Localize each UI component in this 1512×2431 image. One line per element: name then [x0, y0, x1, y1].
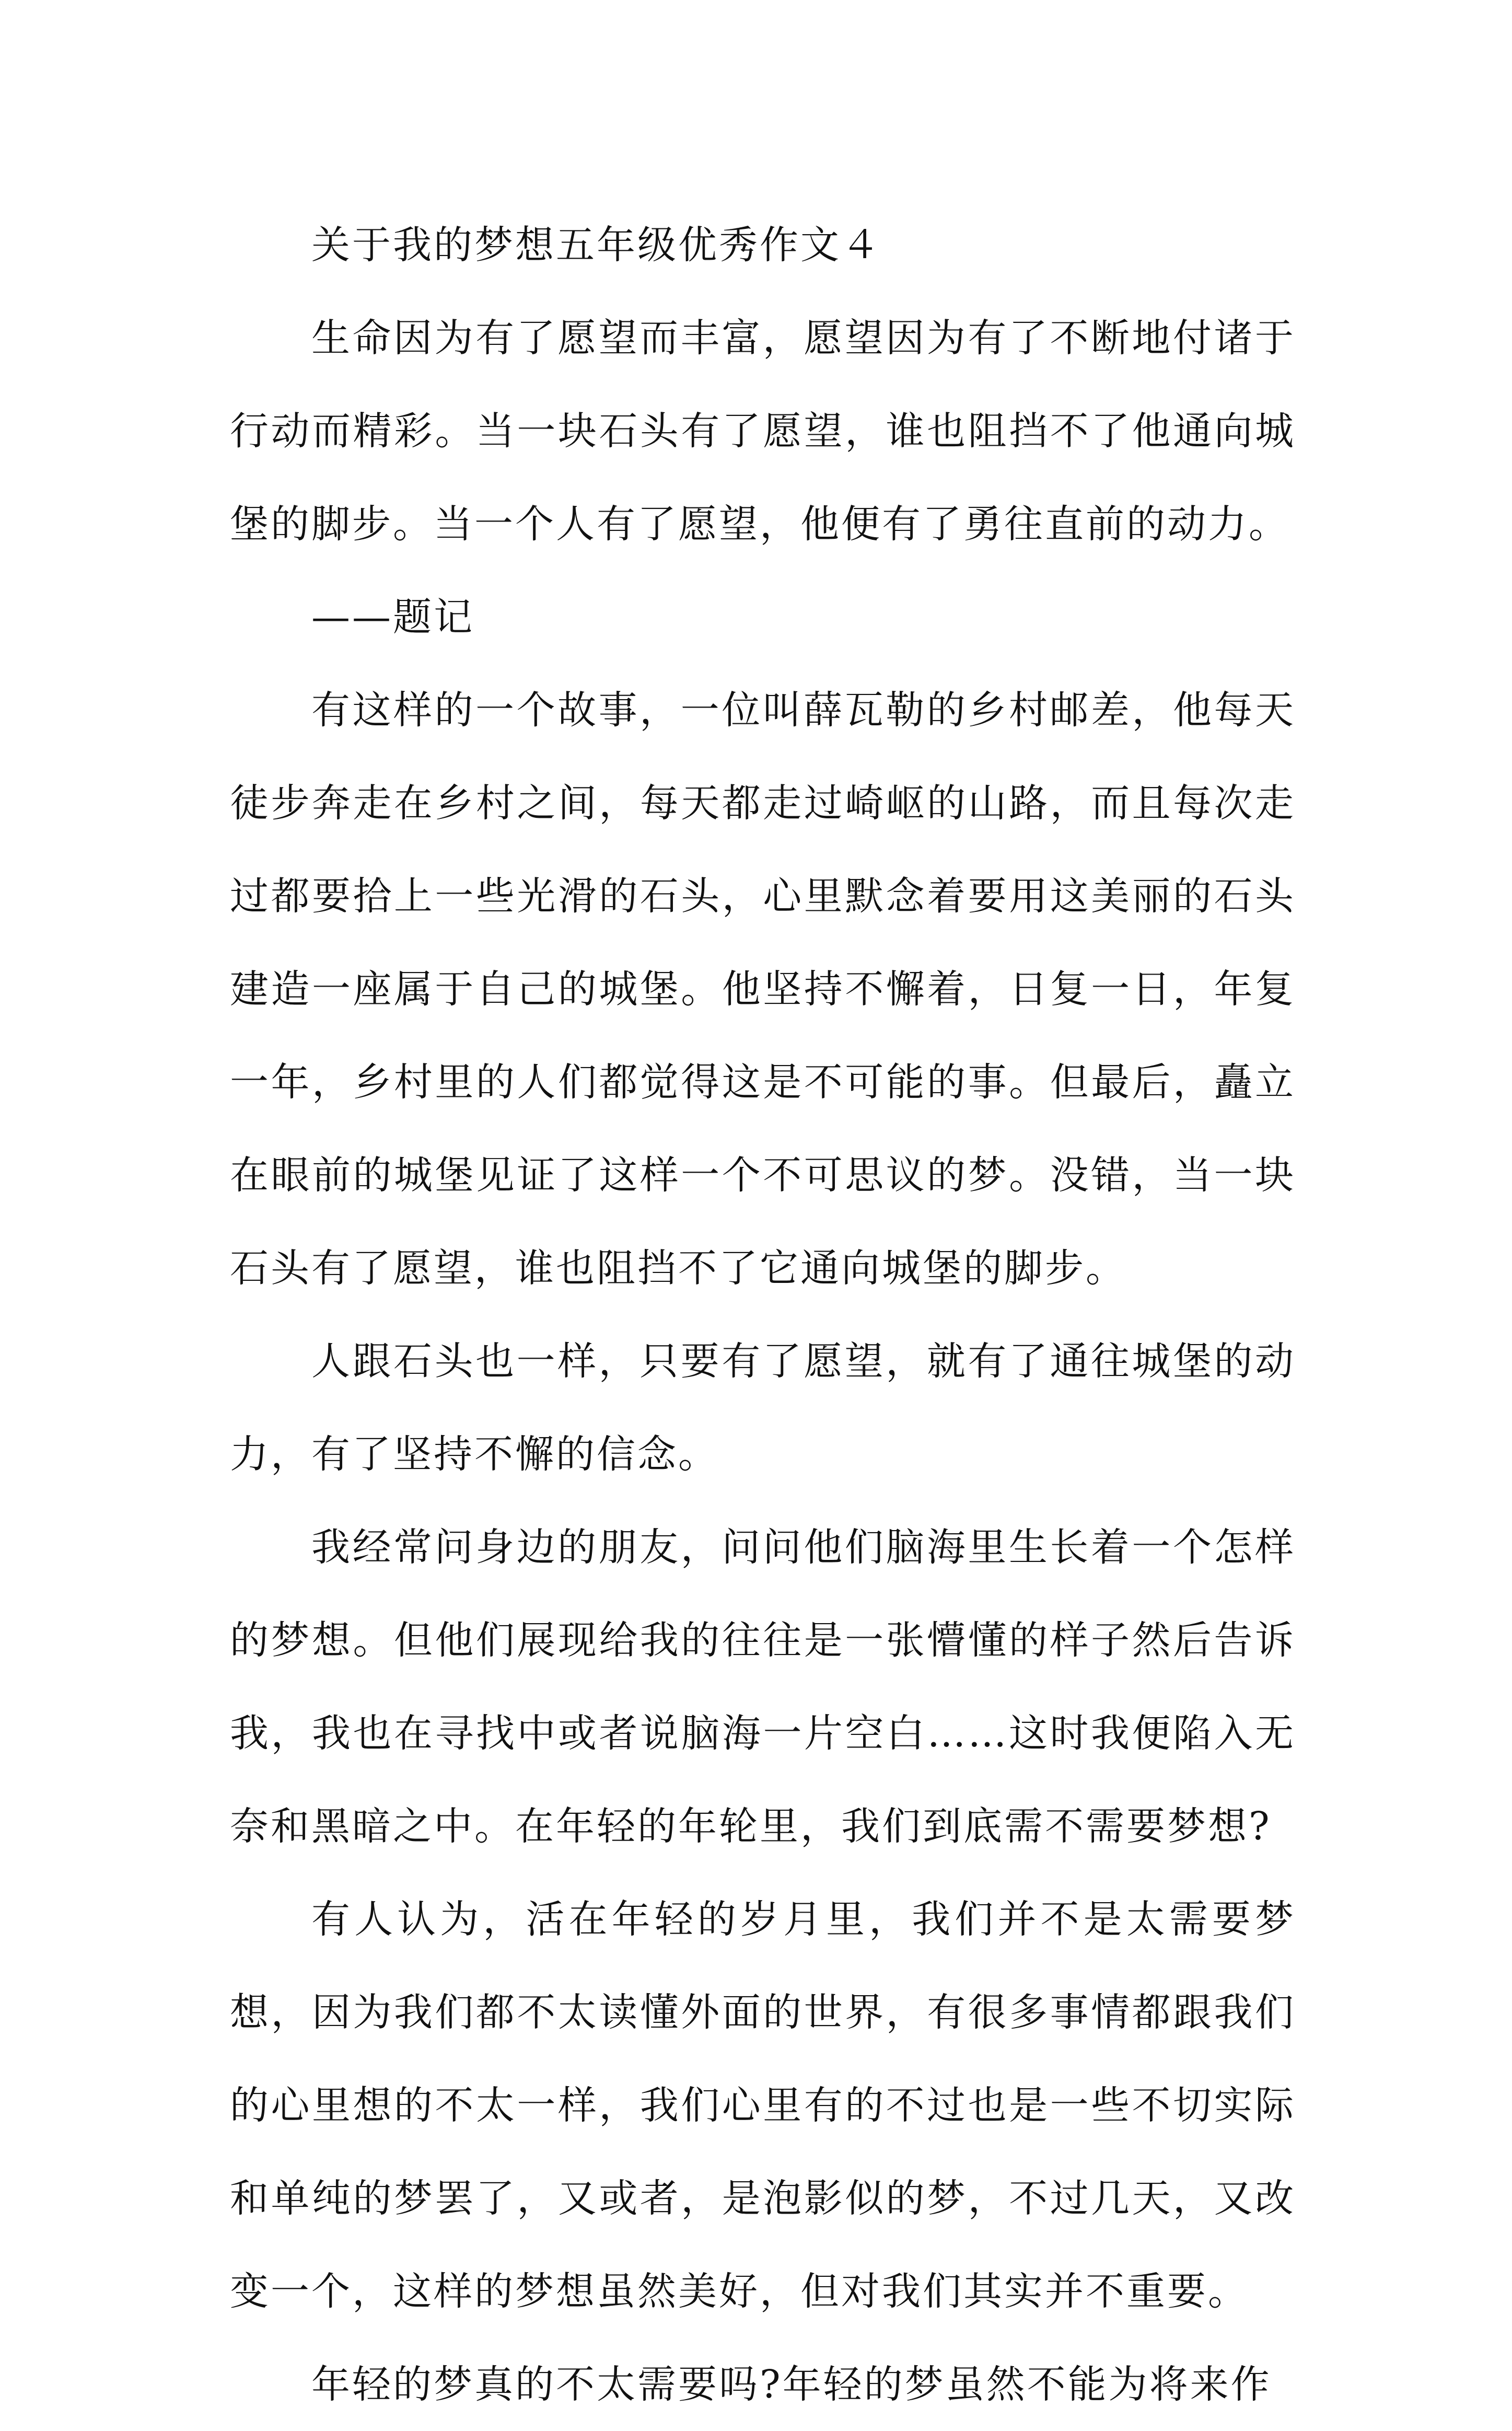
- paragraph: 生命因为有了愿望而丰富，愿望因为有了不断地付诸于行动而精彩。当一块石头有了愿望，谁也阻挡不了他通向城堡的脚步。当一个人有了愿望，他便有了勇往直前的动力。: [230, 316, 1296, 547]
- paragraph: 人跟石头也一样，只要有了愿望，就有了通往城堡的动力，有了坚持不懈的信念。: [230, 1339, 1296, 1477]
- paragraph: 有这样的一个故事，一位叫薛瓦勒的乡村邮差，他每天徒步奔走在乡村之间，每天都走过崎岖的山路，而且每次走过都要拾上一些光滑的石头，心里默念着要用这美丽的石头建造一座属于自己的城堡。他坚持不懈着，日复一日，年复一年，乡村里的人们都觉得这是不可能的事。但最后，矗立在眼前的城堡见证了这样一个不可思议的梦。没错，当一块石头有了愿望，谁也阻挡不了它通向城堡的脚步。: [230, 688, 1296, 1291]
- epigraph-attribution: ——题记: [311, 595, 474, 640]
- paragraph: 有人认为，活在年轻的岁月里，我们并不是太需要梦想，因为我们都不太读懂外面的世界，有很多事情都跟我们的心里想的不太一样，我们心里有的不过也是一些不切实际和单纯的梦罢了，又或者，是泡影似的梦，不过几天，又改变一个，这样的梦想虽然美好，但对我们其实并不重要。: [230, 1897, 1296, 2314]
- paragraph: 我经常问身边的朋友，问问他们脑海里生长着一个怎样的梦想。但他们展现给我的往往是一张懵懂的样子然后告诉我，我也在寻找中或者说脑海一片空白……这时我便陷入无奈和黑暗之中。在年轻的年轮里，我们到底需不需要梦想?: [230, 1525, 1296, 1849]
- paragraph: 年轻的梦真的不太需要吗?年轻的梦虽然不能为将来作: [311, 2362, 1272, 2407]
- document-body: [230, 199, 1296, 2431]
- document-title: 关于我的梦想五年级优秀作文４: [311, 223, 882, 268]
